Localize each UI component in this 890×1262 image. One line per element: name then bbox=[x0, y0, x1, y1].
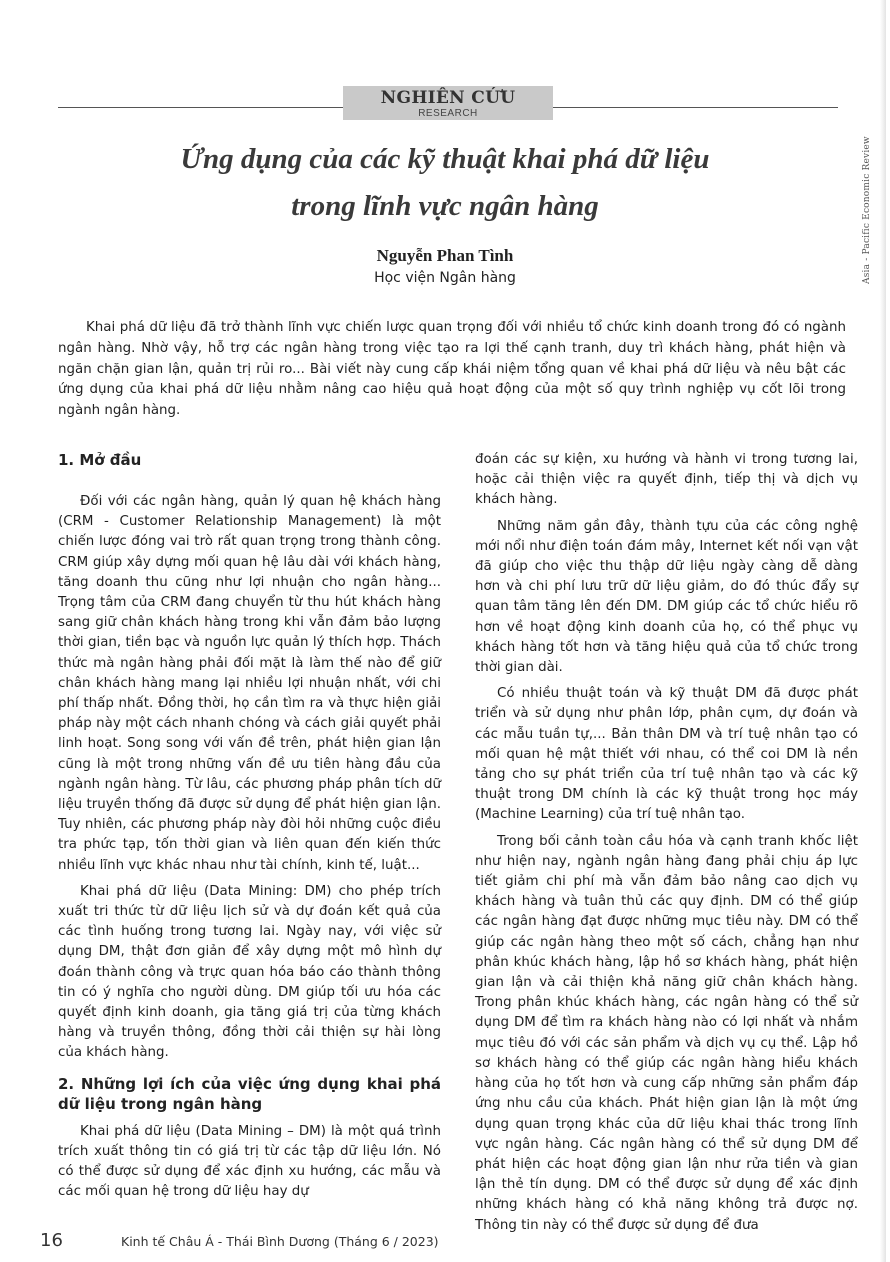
side-journal-text: Asia - Pacific Economic Review bbox=[862, 136, 872, 284]
page-number: 16 bbox=[40, 1230, 63, 1251]
left-column bbox=[58, 450, 441, 1203]
section-sublabel: RESEARCH bbox=[418, 108, 478, 119]
title-line-1: Ứng dụng của các kỹ thuật khai phá dữ liệu bbox=[180, 143, 710, 175]
section-heading-benefits: 2. Những lợi ích của việc ứng dụng khai phá dữ liệu trong ngân hàng bbox=[58, 1074, 441, 1113]
author-affiliation: Học viện Ngân hàng bbox=[374, 270, 516, 286]
paragraph: Khai phá dữ liệu (Data Mining: DM) cho phép trích xuất tri thức từ dữ liệu lịch sử và dự đoán kết quả của các tình huống trong tương lai. Ngày nay, với việc sử dụng DM, thật đơn giản để xây dựng một mô hình dự đoán thành công và trực quan hóa báo cáo thành thông tin có ý nghĩa cho người dùng. DM giúp tối ưu hóa các quyết định kinh doanh, gia tăng giá trị của từng khách hàng và truyền thông, đồng thời cải thiện sự hài lòng của khách hàng. bbox=[58, 883, 441, 1061]
paragraph-continued: đoán các sự kiện, xu hướng và hành vi trong tương lai, hoặc cải thiện việc ra quyết định, tiếp thị và dịch vụ khách hàng. bbox=[475, 452, 858, 508]
paragraph: Khai phá dữ liệu (Data Mining – DM) là một quá trình trích xuất thông tin có giá trị từ các tập dữ liệu lớn. Nó có thể được sử dụng để xác định xu hướng, các mẫu và các mối quan hệ trong dữ liệu hay dự bbox=[58, 1123, 441, 1200]
article-title bbox=[60, 136, 830, 230]
author-name: Nguyễn Phan Tình bbox=[376, 246, 514, 265]
title-line-2: trong lĩnh vực ngân hàng bbox=[291, 190, 599, 222]
paragraph: Trong bối cảnh toàn cầu hóa và cạnh tranh khốc liệt như hiện nay, ngành ngân hàng đang phải chịu áp lực tiết giảm chi phí mà vẫn đảm bảo nâng cao dịch vụ khách hàng và tuân thủ các quy định. DM có thể giúp các ngân hàng đạt được những mục tiêu này. DM có thể giúp các ngân hàng theo một số cách, chẳng hạn như phân khúc khách hàng, lập hồ sơ khách hàng, phát hiện gian lận và cải thiện khả năng giữ chân khách hàng. Trong phân khúc khách hàng, các ngân hàng có thể sử dụng DM để tìm ra khách hàng nào có lợi nhất và nhắm mục tiêu đó với các sản phẩm và dịch vụ cụ thể. Lập hồ sơ khách hàng có thể giúp các ngân hàng hiểu khách hàng của họ tốt hơn và cung cấp những sản phẩm đáp ứng nhu cầu của khách. Phát hiện gian lận là một ứng dụng quan trọng khác của dữ liệu khai thác trong lĩnh vực ngân hàng. Các ngân hàng có thể sử dụng DM để phát hiện các hoạt động gian lận như rửa tiền và gian lận thẻ tín dụng. DM có thể được sử dụng để xác định những khách hàng có khả năng không trả được nợ. Thông tin này có thể được sử dụng để đưa bbox=[475, 833, 858, 1233]
page-edge-shadow bbox=[880, 0, 886, 1262]
side-journal-label bbox=[862, 126, 876, 286]
section-label-box bbox=[343, 86, 553, 120]
paragraph: Có nhiều thuật toán và kỹ thuật DM đã được phát triển và sử dụng như phân lớp, phân cụm, dự đoán và các mẫu tuần tự,... Bản thân DM và trí tuệ nhân tạo có mối quan hệ mật thiết với nhau, có thể coi DM là nền tảng cho sự phát triển của trí tuệ nhân tạo và các kỹ thuật trong DM chính là các kỹ thuật trong học máy (Machine Learning) của trí tuệ nhân tạo. bbox=[475, 686, 858, 823]
section-label: NGHIÊN CỨU bbox=[380, 88, 516, 108]
journal-issue: Kinh tế Châu Á - Thái Bình Dương (Tháng 6 / 2023) bbox=[121, 1234, 439, 1249]
paragraph: Những năm gần đây, thành tựu của các công nghệ mới nổi như điện toán đám mây, Internet kết nối vạn vật đã giúp cho việc thu thập dữ liệu ngày càng dễ dàng hơn và chi phí lưu trữ dữ liệu giảm, do đó thúc đẩy sự quan tâm tăng lên đến DM. DM giúp các tổ chức hiểu rõ hơn về hoạt động kinh doanh của họ, có thể phục vụ khách hàng tốt hơn và tăng hiệu quả của tổ chức trong thời gian dài. bbox=[475, 518, 858, 676]
abstract: Khai phá dữ liệu đã trở thành lĩnh vực chiến lược quan trọng đối với nhiều tổ chức kinh doanh trong đó có ngành ngân hàng. Nhờ vậy, hỗ trợ các ngân hàng trong việc tạo ra lợi thế cạnh tranh, duy trì khách hàng, phát hiện và ngăn chặn gian lận, quản trị rủi ro... Bài viết này cung cấp khái niệm tổng quan về khai phá dữ liệu và nêu bật các ứng dụng của khai phá dữ liệu nhằm nâng cao hiệu quả hoạt động của một số quy trình nghiệp vụ cốt lõi trong ngành ngân hàng. bbox=[58, 320, 846, 419]
section-heading-intro: 1. Mở đầu bbox=[58, 451, 142, 469]
right-column bbox=[475, 450, 858, 1236]
paragraph: Đối với các ngân hàng, quản lý quan hệ khách hàng (CRM - Customer Relationship Management) là một chiến lược đóng vai trò rất quan trọng trong thành công. CRM giúp xây dựng mối quan hệ lâu dài với khách hàng, tăng doanh thu cũng như lợi nhuận cho ngân hàng... Trọng tâm của CRM đang chuyển từ thu hút khách hàng sang giữ chân khách hàng trong khi vẫn đảm bảo lượng thời gian, tiền bạc và nguồn lực quản lý thích hợp. Thách thức mà ngân hàng phải đối mặt là làm thế nào để giữ chân khách hàng mang lại nhiều lợi nhuận nhất, với chi phí thấp nhất. Đồng thời, họ cần tìm ra và thực hiện giải pháp này một cách nhanh chóng và cách giải quyết phải linh hoạt. Song song với vấn đề trên, phát hiện gian lận cũng là một trong những vấn đề ưu tiên hàng đầu của ngành ngân hàng. Từ lâu, các phương pháp phân tích dữ liệu truyền thống đã được sử dụng để phát hiện gian lận. Tuy nhiên, các phương pháp này đòi hỏi những cuộc điều tra phức tạp, tốn thời gian và liên quan đến kiến thức nhiều lĩnh vực khác nhau như tài chính, kinh tế, luật... bbox=[58, 494, 441, 873]
